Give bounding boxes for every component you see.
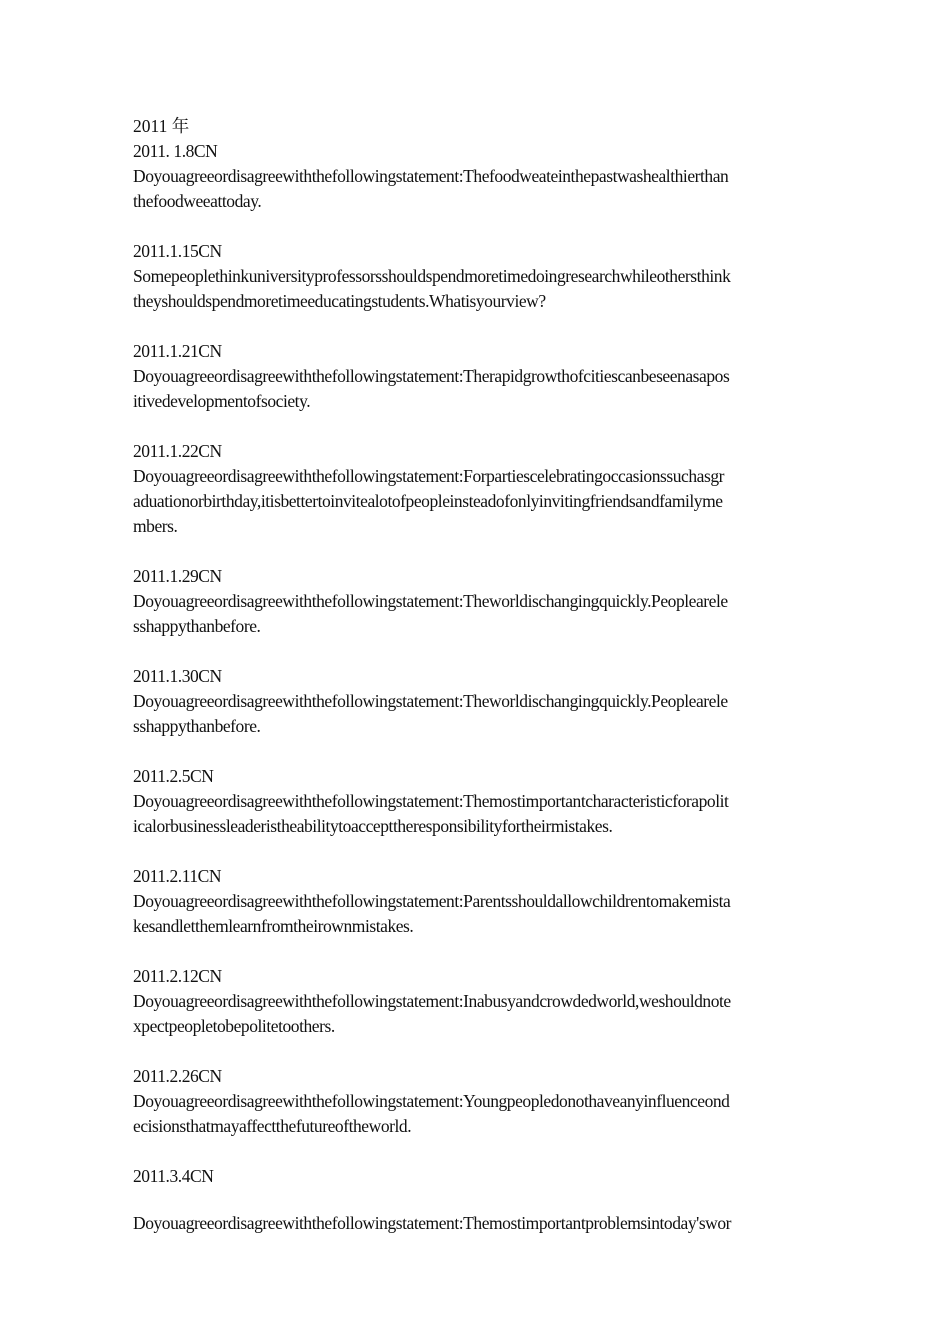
prompt-entry xyxy=(133,964,833,1039)
entry-text-line: Doyouagreeordisagreewiththefollowingstatement:Parentsshouldallowchildrentomakemista xyxy=(133,891,731,911)
entry-date: 2011.2.12CN xyxy=(133,966,222,986)
entry-date: 2011.2.5CN xyxy=(133,766,214,786)
paragraph-gap xyxy=(133,1139,833,1164)
entry-text-line: kesandletthemlearnfromtheirownmistakes. xyxy=(133,916,414,936)
paragraph-gap xyxy=(133,214,833,239)
entry-text-line: Doyouagreeordisagreewiththefollowingstatement:Youngpeopledonothaveanyinfluenceond xyxy=(133,1091,730,1111)
entry-text-line: xpectpeopletobepolitetoothers. xyxy=(133,1016,335,1036)
prompt-entry xyxy=(133,1164,833,1236)
entry-date: 2011.1.21CN xyxy=(133,341,222,361)
entry-text-line: Doyouagreeordisagreewiththefollowingstatement:Theworldischangingquickly.Peoplearele xyxy=(133,691,728,711)
entry-text-line: Doyouagreeordisagreewiththefollowingstatement:Therapidgrowthofcitiescanbeseenasapos xyxy=(133,366,730,386)
entry-date: 2011. 1.8CN xyxy=(133,141,218,161)
entry-text-line: sshappythanbefore. xyxy=(133,616,261,636)
prompt-entry xyxy=(133,139,833,214)
year-heading: 2011 年 xyxy=(133,116,190,136)
entry-text-line: Somepeoplethinkuniversityprofessorsshouldspendmoretimedoingresearchwhileothersthink xyxy=(133,266,731,286)
entry-date: 2011.2.11CN xyxy=(133,866,222,886)
prompt-entry xyxy=(133,1064,833,1139)
entry-date: 2011.3.4CN xyxy=(133,1166,214,1186)
paragraph-gap xyxy=(133,639,833,664)
paragraph-gap xyxy=(133,939,833,964)
entry-date: 2011.2.26CN xyxy=(133,1066,222,1086)
entry-text-line: aduationorbirthday,itisbettertoinvitealotofpeopleinsteadofonlyinvitingfriendsandfamilyme xyxy=(133,491,723,511)
entry-date: 2011.1.15CN xyxy=(133,241,222,261)
paragraph-gap xyxy=(133,414,833,439)
entry-text-line: sshappythanbefore. xyxy=(133,716,261,736)
entry-text-line: mbers. xyxy=(133,516,178,536)
paragraph-gap xyxy=(133,1039,833,1064)
document-content xyxy=(133,114,833,1236)
prompt-entry xyxy=(133,339,833,414)
paragraph-gap xyxy=(133,739,833,764)
prompt-entry xyxy=(133,764,833,839)
paragraph-gap xyxy=(133,539,833,564)
entry-text-line: itivedevelopmentofsociety. xyxy=(133,391,311,411)
entry-date: 2011.1.29CN xyxy=(133,566,222,586)
entry-text-line: Doyouagreeordisagreewiththefollowingstatement:Inabusyandcrowdedworld,weshouldnote xyxy=(133,991,731,1011)
prompt-entry xyxy=(133,239,833,314)
entry-text-line: icalorbusinessleaderistheabilitytoaccepttheresponsibilityfortheirmistakes. xyxy=(133,816,613,836)
entry-date: 2011.1.22CN xyxy=(133,441,222,461)
entry-text-line: theyshouldspendmoretimeeducatingstudents.Whatisyourview? xyxy=(133,291,546,311)
prompt-entry xyxy=(133,864,833,939)
prompt-entry xyxy=(133,564,833,639)
entry-text-line: ecisionsthatmayaffectthefutureoftheworld. xyxy=(133,1116,412,1136)
paragraph-gap xyxy=(133,839,833,864)
entry-text-line: Doyouagreeordisagreewiththefollowingstatement:Themostimportantproblemsintoday'swor xyxy=(133,1213,732,1233)
paragraph-gap xyxy=(133,1189,833,1211)
prompt-entry xyxy=(133,664,833,739)
entry-text-line: thefoodweeattoday. xyxy=(133,191,262,211)
entry-text-line: Doyouagreeordisagreewiththefollowingstatement:Themostimportantcharacteristicforapolit xyxy=(133,791,729,811)
entry-date: 2011.1.30CN xyxy=(133,666,222,686)
prompt-entry xyxy=(133,439,833,539)
entry-text-line: Doyouagreeordisagreewiththefollowingstatement:Theworldischangingquickly.Peoplearele xyxy=(133,591,728,611)
entry-text-line: Doyouagreeordisagreewiththefollowingstatement:Thefoodweateinthepastwashealthierthan xyxy=(133,166,729,186)
entry-text-line: Doyouagreeordisagreewiththefollowingstatement:Forpartiescelebratingoccasionssuchasgr xyxy=(133,466,725,486)
paragraph-gap xyxy=(133,314,833,339)
